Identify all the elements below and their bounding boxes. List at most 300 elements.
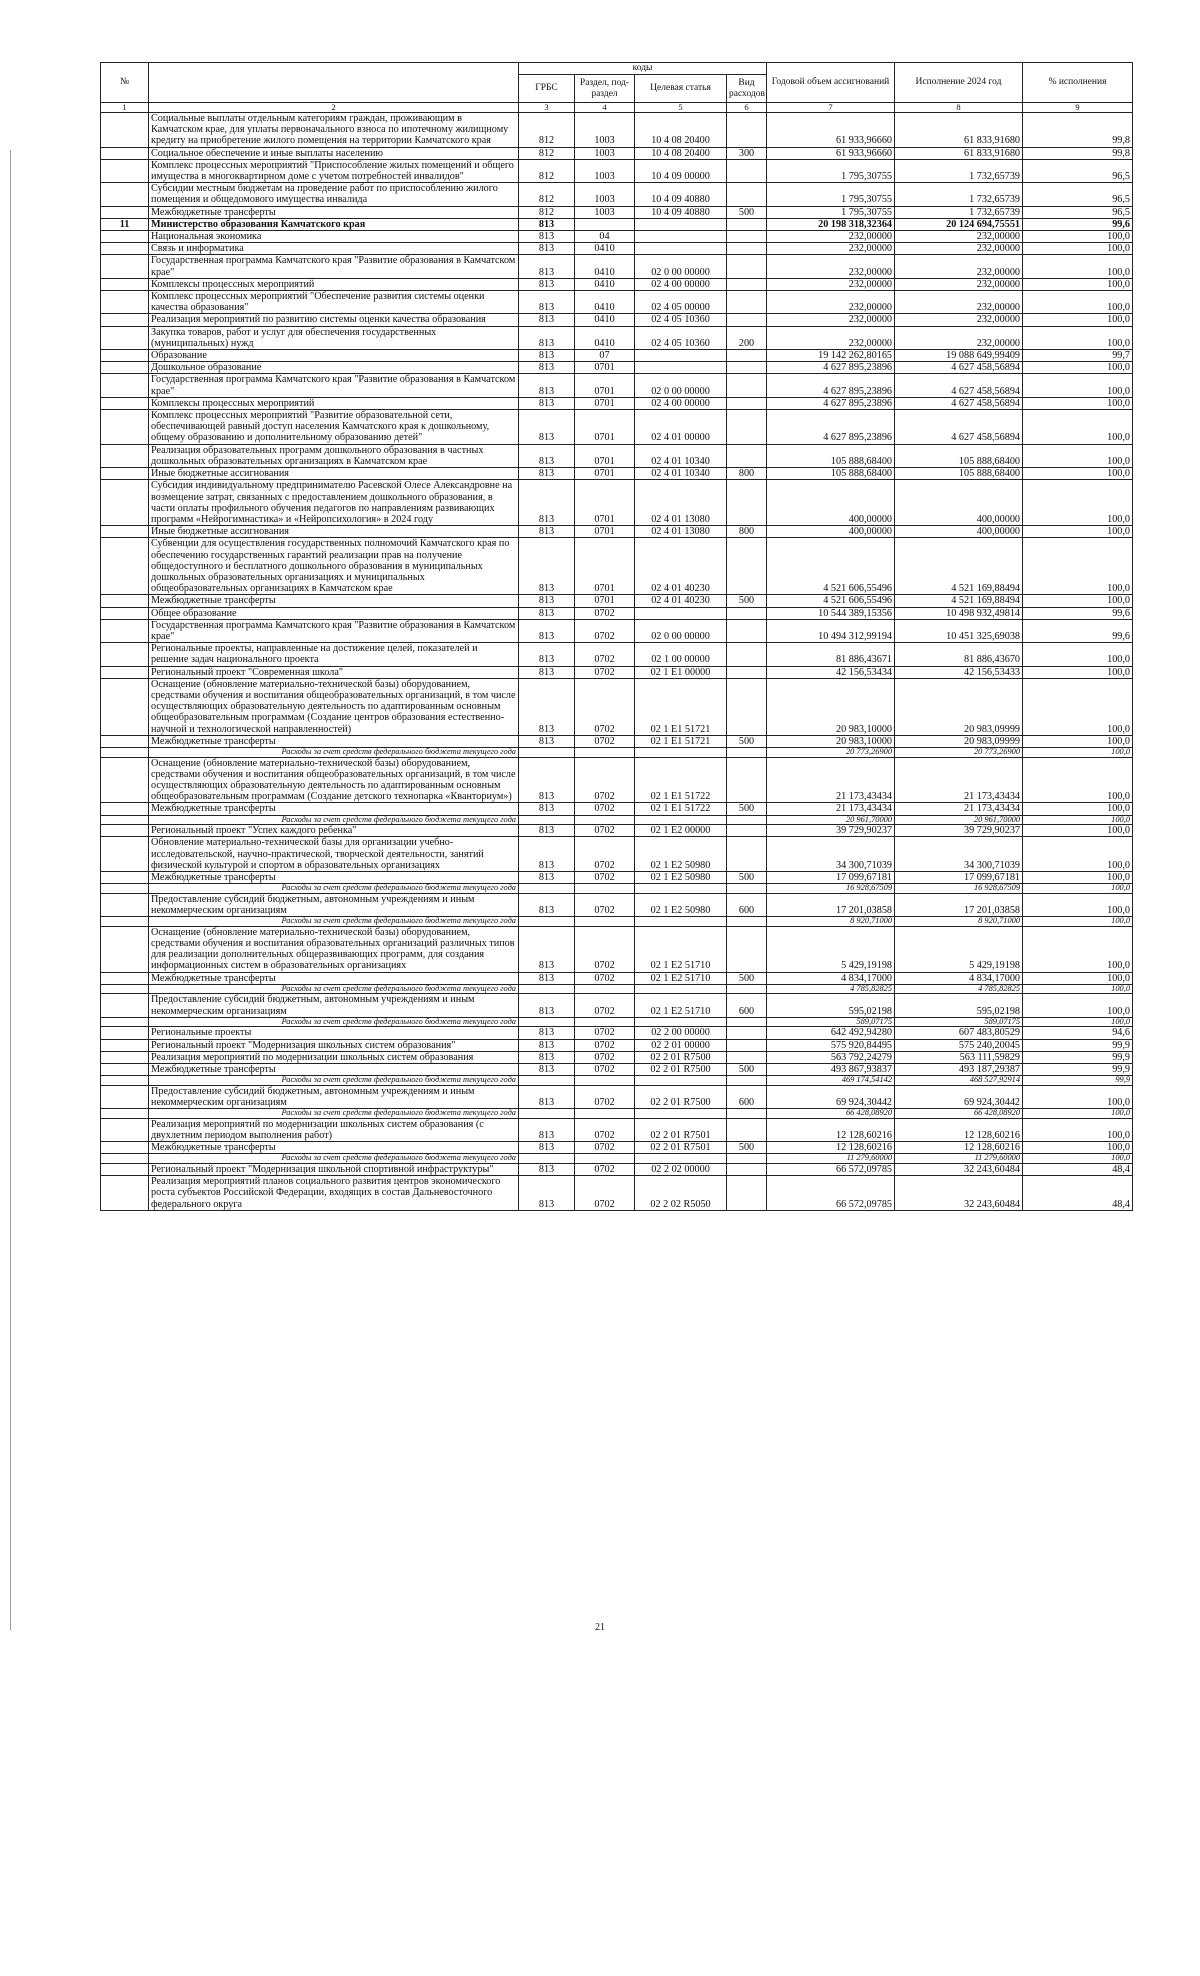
row-annual: 39 729,90237	[767, 825, 895, 837]
row-number	[101, 255, 149, 278]
row-name: Комплекс процессных мероприятий "Развитие образовательной сети, обеспечивающей равный доступ населения Камчатского края к дошкольному, общему образованию и дополнительному образованию детей"	[149, 410, 519, 445]
row-name: Оснащение (обновление материально-технической базы) оборудованием, средствами обучения и воспитания общеобразовательных организаций, в том числе осуществляющих образовательную деятельность по адаптированным основным общеобразовательным программам (Создание детского технопарка «Кванториум»)	[149, 757, 519, 803]
table-row	[101, 374, 1133, 397]
table-row	[101, 314, 1133, 326]
row-section: 0701	[575, 444, 635, 467]
row-grbs: 813	[519, 1142, 575, 1154]
row-grbs	[519, 747, 575, 757]
row-annual: 21 173,43434	[767, 757, 895, 803]
row-target	[635, 350, 727, 362]
row-annual: 589,07175	[767, 1017, 895, 1027]
row-number	[101, 147, 149, 159]
row-number	[101, 206, 149, 218]
row-grbs: 812	[519, 159, 575, 182]
row-exec: 232,00000	[895, 291, 1023, 314]
row-exec: 20 961,70000	[895, 815, 1023, 825]
row-grbs	[519, 1154, 575, 1164]
row-annual: 4 785,82825	[767, 984, 895, 994]
row-annual: 595,02198	[767, 994, 895, 1017]
row-section: 0702	[575, 1064, 635, 1076]
row-annual: 563 792,24279	[767, 1051, 895, 1063]
scan-edge-line	[10, 150, 11, 1630]
row-target	[635, 815, 727, 825]
row-pct: 100,0	[1023, 1109, 1133, 1119]
row-number	[101, 243, 149, 255]
row-grbs: 813	[519, 291, 575, 314]
row-grbs: 812	[519, 147, 575, 159]
row-exptype	[727, 1039, 767, 1051]
row-annual: 66 572,09785	[767, 1164, 895, 1176]
row-name: Субвенции для осуществления государственных полномочий Камчатского края по обеспечению государственных гарантий реализации прав на получение общедоступного и бесплатного дошкольного образования в муниципальных дошкольных образовательных организациях и муниципальных общеобразовательных организациях в Камчатском крае	[149, 538, 519, 595]
row-exec: 468 527,92914	[895, 1076, 1023, 1086]
row-annual: 69 924,30442	[767, 1085, 895, 1108]
row-grbs: 813	[519, 397, 575, 409]
row-number	[101, 994, 149, 1017]
row-exptype: 300	[727, 147, 767, 159]
row-exptype: 500	[727, 803, 767, 815]
row-annual: 1 795,30755	[767, 206, 895, 218]
row-number	[101, 526, 149, 538]
row-target: 02 4 01 40230	[635, 538, 727, 595]
row-annual: 34 300,71039	[767, 837, 895, 872]
row-number	[101, 666, 149, 678]
table-row	[101, 825, 1133, 837]
row-target: 02 4 05 10360	[635, 326, 727, 349]
row-exec: 5 429,19198	[895, 926, 1023, 972]
row-exptype: 600	[727, 893, 767, 916]
row-name: Обновление материально-технической базы для организации учебно-исследовательской, научно-практической, творческой деятельности, занятий физической культурой и спортом в образовательных организациях	[149, 837, 519, 872]
row-exptype	[727, 1176, 767, 1211]
row-grbs	[519, 1076, 575, 1086]
row-exec: 4 834,17000	[895, 972, 1023, 984]
row-target: 02 4 01 10340	[635, 444, 727, 467]
federal-budget-row	[101, 747, 1133, 757]
row-annual: 232,00000	[767, 291, 895, 314]
row-pct: 100,0	[1023, 278, 1133, 290]
row-section: 0410	[575, 291, 635, 314]
row-exptype	[727, 159, 767, 182]
federal-budget-row	[101, 884, 1133, 894]
row-grbs: 813	[519, 666, 575, 678]
row-section: 0701	[575, 468, 635, 480]
table-row	[101, 678, 1133, 735]
row-name: Предоставление субсидий бюджетным, автономным учреждениям и иным некоммерческим организациям	[149, 994, 519, 1017]
row-number	[101, 1118, 149, 1141]
row-section: 0702	[575, 1085, 635, 1108]
row-pct: 100,0	[1023, 803, 1133, 815]
row-exec: 232,00000	[895, 278, 1023, 290]
row-section	[575, 747, 635, 757]
row-grbs: 813	[519, 1027, 575, 1039]
row-exec: 4 521 169,88494	[895, 538, 1023, 595]
row-section: 0702	[575, 757, 635, 803]
row-target: 02 1 E1 51721	[635, 735, 727, 747]
row-section: 0702	[575, 926, 635, 972]
row-grbs: 813	[519, 468, 575, 480]
row-exptype	[727, 243, 767, 255]
table-row	[101, 147, 1133, 159]
col-number: 6	[727, 103, 767, 113]
row-annual: 10 494 312,99194	[767, 619, 895, 642]
row-number	[101, 825, 149, 837]
row-exec: 32 243,60484	[895, 1176, 1023, 1211]
row-pct: 100,0	[1023, 994, 1133, 1017]
row-number	[101, 1076, 149, 1086]
table-row	[101, 326, 1133, 349]
row-grbs	[519, 884, 575, 894]
row-section: 0410	[575, 314, 635, 326]
row-exec: 61 833,91680	[895, 147, 1023, 159]
col-number: 1	[101, 103, 149, 113]
row-exptype	[727, 255, 767, 278]
row-exec: 8 920,71000	[895, 917, 1023, 927]
row-name: Межбюджетные трансферты	[149, 972, 519, 984]
row-section: 0410	[575, 243, 635, 255]
row-name: Иные бюджетные ассигнования	[149, 468, 519, 480]
row-section: 04	[575, 231, 635, 243]
row-pct: 100,0	[1023, 362, 1133, 374]
row-target: 02 4 00 00000	[635, 278, 727, 290]
row-exptype	[727, 607, 767, 619]
row-name: Государственная программа Камчатского края "Развитие образования в Камчатском крае"	[149, 255, 519, 278]
row-exptype	[727, 397, 767, 409]
table-row	[101, 362, 1133, 374]
row-number	[101, 1176, 149, 1211]
row-annual: 400,00000	[767, 480, 895, 526]
row-annual: 493 867,93837	[767, 1064, 895, 1076]
row-annual: 232,00000	[767, 326, 895, 349]
federal-budget-row	[101, 1109, 1133, 1119]
row-exptype: 500	[727, 206, 767, 218]
header-section: Раздел, под-раздел	[575, 75, 635, 103]
row-exec: 34 300,71039	[895, 837, 1023, 872]
row-target	[635, 607, 727, 619]
table-row	[101, 1064, 1133, 1076]
row-grbs	[519, 1017, 575, 1027]
row-grbs: 813	[519, 643, 575, 666]
table-row	[101, 255, 1133, 278]
row-name: Дошкольное образование	[149, 362, 519, 374]
row-target	[635, 747, 727, 757]
row-exec: 81 886,43670	[895, 643, 1023, 666]
table-row	[101, 113, 1133, 148]
row-target: 02 2 02 R5050	[635, 1176, 727, 1211]
row-section: 0702	[575, 994, 635, 1017]
row-pct: 100,0	[1023, 1154, 1133, 1164]
row-target: 02 1 E2 50980	[635, 837, 727, 872]
row-exec: 21 173,43434	[895, 803, 1023, 815]
row-pct: 100,0	[1023, 374, 1133, 397]
table-row	[101, 871, 1133, 883]
row-exptype	[727, 183, 767, 206]
row-exptype	[727, 837, 767, 872]
header-exptype: Вид расходов	[727, 75, 767, 103]
row-pct: 100,0	[1023, 314, 1133, 326]
row-target: 02 1 E1 51722	[635, 757, 727, 803]
row-target: 02 1 E2 50980	[635, 871, 727, 883]
table-row	[101, 350, 1133, 362]
column-number-row	[101, 103, 1133, 113]
row-target: 02 1 E1 51721	[635, 678, 727, 735]
table-body	[101, 113, 1133, 1211]
row-annual: 4 834,17000	[767, 972, 895, 984]
row-exptype	[727, 917, 767, 927]
row-exptype: 800	[727, 526, 767, 538]
row-target: 10 4 09 40880	[635, 206, 727, 218]
row-pct: 100,0	[1023, 815, 1133, 825]
row-section	[575, 984, 635, 994]
row-exptype	[727, 1118, 767, 1141]
row-target: 02 2 01 R7501	[635, 1142, 727, 1154]
table-row	[101, 410, 1133, 445]
row-name: Связь и информатика	[149, 243, 519, 255]
row-exptype	[727, 984, 767, 994]
row-target: 02 4 01 10340	[635, 468, 727, 480]
row-number	[101, 183, 149, 206]
table-row	[101, 1118, 1133, 1141]
row-grbs: 813	[519, 314, 575, 326]
row-name: Субсидии местным бюджетам на проведение работ по приспособлению жилого помещения и общедомового имущества инвалида	[149, 183, 519, 206]
row-exec: 400,00000	[895, 526, 1023, 538]
row-name: Комплексы процессных мероприятий	[149, 278, 519, 290]
row-exptype: 600	[727, 994, 767, 1017]
table-row	[101, 666, 1133, 678]
row-number	[101, 926, 149, 972]
row-pct: 100,0	[1023, 1085, 1133, 1108]
row-number: 11	[101, 218, 149, 230]
row-name: Расходы за счет средств федерального бюджета текущего года	[149, 984, 519, 994]
row-target: 02 0 00 00000	[635, 619, 727, 642]
row-name: Комплекс процессных мероприятий "Обеспечение развития системы оценки качества образования"	[149, 291, 519, 314]
row-name: Реализация мероприятий по модернизации школьных систем образования (с двухлетним периодом выполнения работ)	[149, 1118, 519, 1141]
row-grbs: 813	[519, 972, 575, 984]
row-grbs: 813	[519, 538, 575, 595]
row-annual: 66 572,09785	[767, 1176, 895, 1211]
row-name: Межбюджетные трансферты	[149, 1142, 519, 1154]
row-exptype: 500	[727, 1142, 767, 1154]
header-exec: Исполнение 2024 год	[895, 63, 1023, 103]
row-annual: 105 888,68400	[767, 468, 895, 480]
row-target: 02 1 E2 50980	[635, 893, 727, 916]
row-annual: 81 886,43671	[767, 643, 895, 666]
row-number	[101, 278, 149, 290]
row-number	[101, 397, 149, 409]
row-pct: 100,0	[1023, 984, 1133, 994]
table-row	[101, 994, 1133, 1017]
row-annual: 10 544 389,15356	[767, 607, 895, 619]
row-number	[101, 803, 149, 815]
row-section: 1003	[575, 183, 635, 206]
row-number	[101, 410, 149, 445]
row-name: Региональный проект "Модернизация школьной спортивной инфраструктуры"	[149, 1164, 519, 1176]
row-pct: 48,4	[1023, 1164, 1133, 1176]
row-annual: 19 142 262,80165	[767, 350, 895, 362]
row-exec: 21 173,43434	[895, 757, 1023, 803]
row-exec: 66 428,08920	[895, 1109, 1023, 1119]
budget-table-sheet	[100, 62, 1132, 1211]
row-section: 0702	[575, 837, 635, 872]
row-number	[101, 314, 149, 326]
row-section: 07	[575, 350, 635, 362]
row-grbs: 813	[519, 994, 575, 1017]
row-exec: 17 201,03858	[895, 893, 1023, 916]
row-section: 0702	[575, 871, 635, 883]
row-section: 0701	[575, 526, 635, 538]
row-number	[101, 374, 149, 397]
row-section: 0701	[575, 362, 635, 374]
row-exptype	[727, 884, 767, 894]
table-row	[101, 480, 1133, 526]
row-annual: 20 773,26900	[767, 747, 895, 757]
row-target: 10 4 09 00000	[635, 159, 727, 182]
row-number	[101, 1142, 149, 1154]
row-exec: 4 627 458,56894	[895, 362, 1023, 374]
row-target: 02 2 01 00000	[635, 1039, 727, 1051]
row-name: Межбюджетные трансферты	[149, 1064, 519, 1076]
row-exptype	[727, 113, 767, 148]
header-pct: % исполнения	[1023, 63, 1133, 103]
row-name: Иные бюджетные ассигнования	[149, 526, 519, 538]
row-name: Предоставление субсидий бюджетным, автономным учреждениям и иным некоммерческим организациям	[149, 1085, 519, 1108]
row-grbs: 813	[519, 410, 575, 445]
row-target	[635, 362, 727, 374]
row-exec: 20 983,09999	[895, 735, 1023, 747]
row-name: Межбюджетные трансферты	[149, 871, 519, 883]
row-annual: 1 795,30755	[767, 159, 895, 182]
row-section: 0410	[575, 255, 635, 278]
row-section: 0702	[575, 825, 635, 837]
row-number	[101, 643, 149, 666]
row-pct: 100,0	[1023, 255, 1133, 278]
row-pct: 99,7	[1023, 350, 1133, 362]
row-section	[575, 218, 635, 230]
row-section: 1003	[575, 113, 635, 148]
row-section: 0702	[575, 666, 635, 678]
row-grbs: 813	[519, 926, 575, 972]
row-pct: 100,0	[1023, 1017, 1133, 1027]
row-pct: 100,0	[1023, 871, 1133, 883]
row-exec: 10 498 932,49814	[895, 607, 1023, 619]
row-name: Оснащение (обновление материально-технической базы) оборудованием, средствами обучения и воспитания образовательных организаций различных типов для реализации дополнительных общеразвивающих программ, для создания информационных систем в образовательных организациях	[149, 926, 519, 972]
row-exptype: 500	[727, 972, 767, 984]
row-grbs: 813	[519, 893, 575, 916]
header-annual: Годовой объем ассигнований	[767, 63, 895, 103]
col-number: 9	[1023, 103, 1133, 113]
row-target: 02 4 00 00000	[635, 397, 727, 409]
col-number: 5	[635, 103, 727, 113]
row-grbs: 813	[519, 278, 575, 290]
row-annual: 400,00000	[767, 526, 895, 538]
header-codes: коды	[519, 63, 767, 75]
row-target: 02 2 00 00000	[635, 1027, 727, 1039]
table-row	[101, 397, 1133, 409]
row-target	[635, 218, 727, 230]
table-row	[101, 1051, 1133, 1063]
row-section: 0410	[575, 278, 635, 290]
row-pct: 100,0	[1023, 291, 1133, 314]
row-name: Расходы за счет средств федерального бюджета текущего года	[149, 1109, 519, 1119]
row-number	[101, 1027, 149, 1039]
row-annual: 11 279,60000	[767, 1154, 895, 1164]
row-exec: 4 627 458,56894	[895, 397, 1023, 409]
row-exptype	[727, 825, 767, 837]
row-exec: 61 833,91680	[895, 113, 1023, 148]
row-number	[101, 1109, 149, 1119]
federal-budget-row	[101, 1017, 1133, 1027]
row-section: 0410	[575, 326, 635, 349]
row-exptype	[727, 444, 767, 467]
row-number	[101, 917, 149, 927]
row-exptype	[727, 231, 767, 243]
table-row	[101, 183, 1133, 206]
table-row	[101, 1039, 1133, 1051]
row-exptype	[727, 1017, 767, 1027]
row-grbs: 813	[519, 1118, 575, 1141]
row-section: 0702	[575, 1039, 635, 1051]
row-grbs: 813	[519, 1051, 575, 1063]
row-annual: 42 156,53434	[767, 666, 895, 678]
row-target: 02 2 01 R7501	[635, 1118, 727, 1141]
row-exptype: 500	[727, 595, 767, 607]
row-annual: 8 920,71000	[767, 917, 895, 927]
row-section: 0702	[575, 607, 635, 619]
row-number	[101, 113, 149, 148]
row-name: Оснащение (обновление материально-технической базы) оборудованием, средствами обучения и воспитания общеобразовательных организаций, в том числе осуществляющих образовательную деятельность по адаптированным основным общеобразовательным программам (Создание центров образования естественно-научной и технологической направленностей)	[149, 678, 519, 735]
row-exec: 42 156,53433	[895, 666, 1023, 678]
page-number: 21	[595, 1622, 605, 1633]
federal-budget-row	[101, 1154, 1133, 1164]
row-exec: 69 924,30442	[895, 1085, 1023, 1108]
row-target: 02 2 01 R7500	[635, 1085, 727, 1108]
row-number	[101, 291, 149, 314]
row-section: 1003	[575, 147, 635, 159]
row-exptype	[727, 757, 767, 803]
row-grbs: 813	[519, 803, 575, 815]
row-name: Расходы за счет средств федерального бюджета текущего года	[149, 815, 519, 825]
row-target: 02 1 E2 51710	[635, 994, 727, 1017]
row-exptype	[727, 926, 767, 972]
row-annual: 20 983,10000	[767, 678, 895, 735]
row-section: 0702	[575, 619, 635, 642]
row-target: 02 1 E1 51722	[635, 803, 727, 815]
row-target: 10 4 08 20400	[635, 113, 727, 148]
row-pct: 96,5	[1023, 159, 1133, 182]
row-pct: 99,9	[1023, 1039, 1133, 1051]
row-number	[101, 619, 149, 642]
row-grbs: 813	[519, 757, 575, 803]
row-number	[101, 837, 149, 872]
row-target: 02 1 E2 00000	[635, 825, 727, 837]
row-target	[635, 917, 727, 927]
table-row	[101, 1176, 1133, 1211]
row-exec: 20 983,09999	[895, 678, 1023, 735]
row-name: Субсидия индивидуальному предпринимателю Расевской Олесе Александровне на возмещение затрат, связанных с предоставлением дошкольного образования, в части оплаты профильного обучения педагогов по направлениям развивающих программ «Нейрогимнастика» и «Нейропсихология» в 2024 году	[149, 480, 519, 526]
row-number	[101, 747, 149, 757]
row-exptype	[727, 619, 767, 642]
row-exec: 232,00000	[895, 326, 1023, 349]
row-annual: 17 201,03858	[767, 893, 895, 916]
row-number	[101, 1017, 149, 1027]
row-section: 0701	[575, 480, 635, 526]
row-exptype	[727, 362, 767, 374]
row-target: 02 4 01 13080	[635, 526, 727, 538]
row-number	[101, 735, 149, 747]
row-exptype	[727, 350, 767, 362]
row-pct: 100,0	[1023, 1142, 1133, 1154]
table-row	[101, 444, 1133, 467]
header-name	[149, 63, 519, 103]
row-exec: 4 627 458,56894	[895, 410, 1023, 445]
